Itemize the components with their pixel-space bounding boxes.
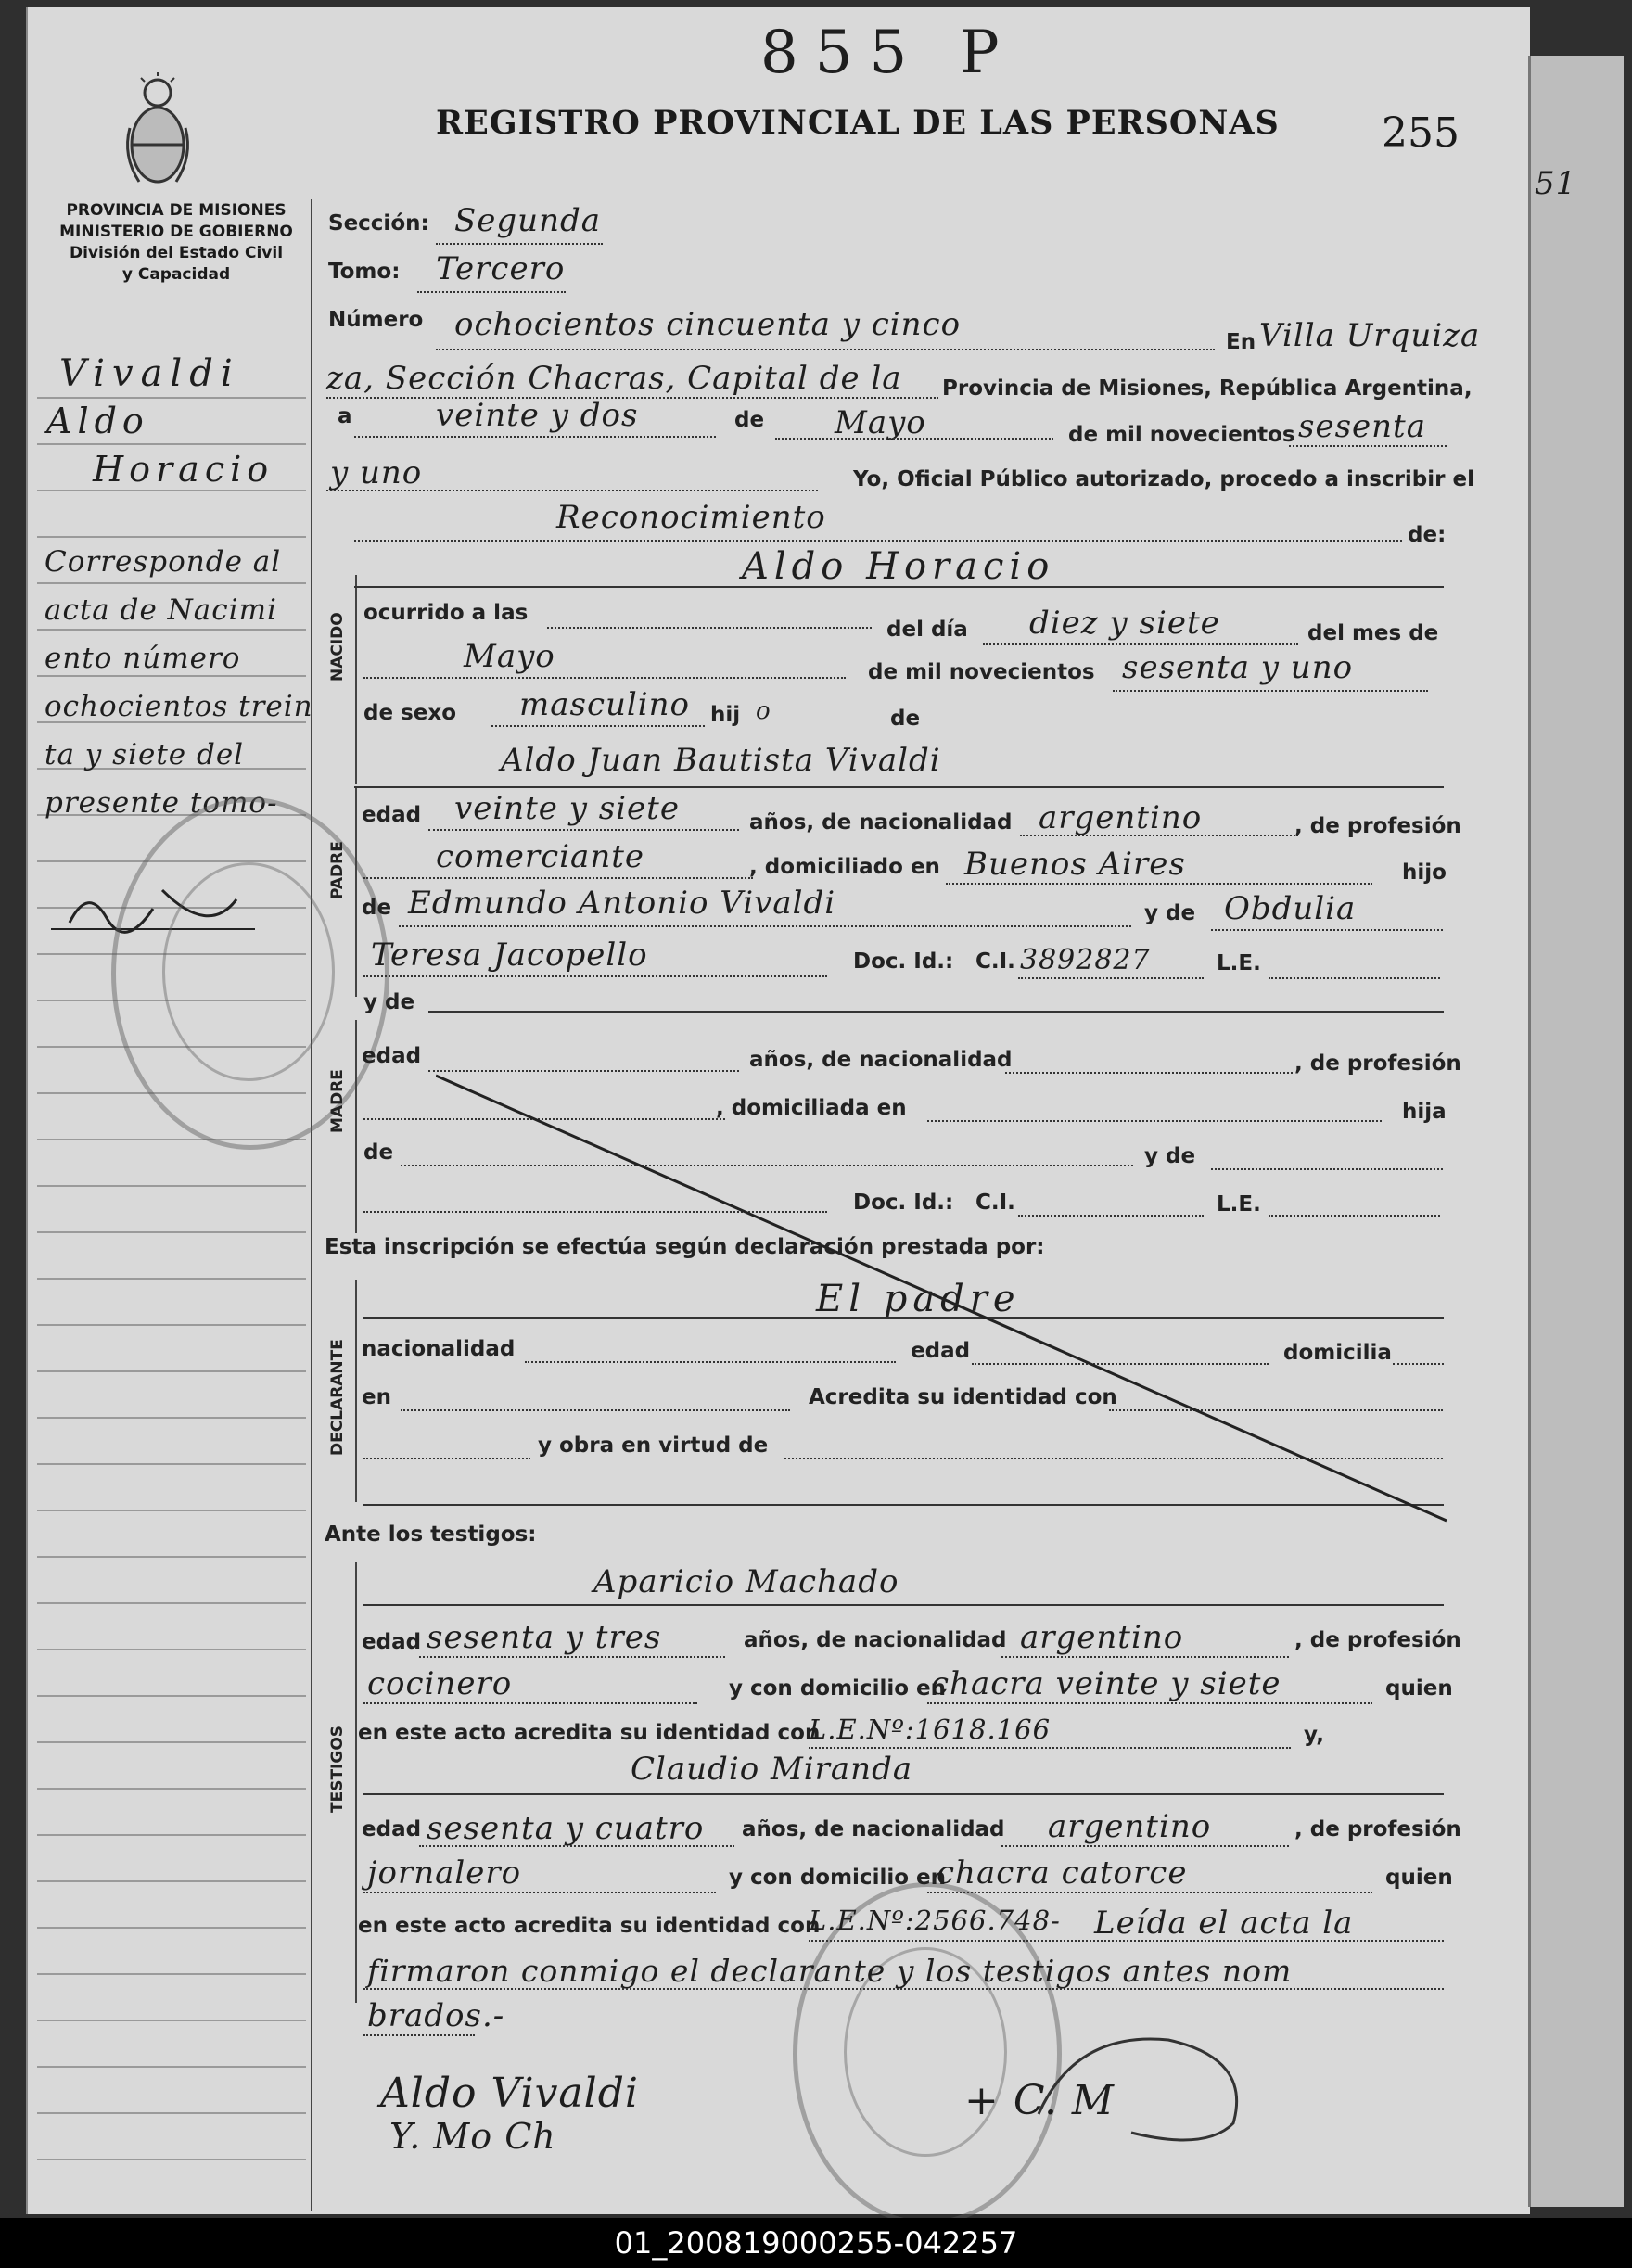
value-padre-nombre: Aldo Juan Bautista Vivaldi bbox=[501, 742, 941, 779]
label-decl-edad: edad bbox=[911, 1339, 971, 1363]
padre-bracket bbox=[355, 788, 357, 997]
label-domiciliada: , domiciliada en bbox=[716, 1096, 907, 1120]
cancellation-line bbox=[436, 1066, 1456, 1530]
label-sexo: de sexo bbox=[363, 701, 456, 725]
label-y-de: y de bbox=[1144, 901, 1196, 925]
label-hijo: hijo bbox=[1402, 860, 1447, 885]
top-handwritten-note: 855 P bbox=[760, 19, 1016, 87]
value-padre-ci: 3892827 bbox=[1020, 944, 1151, 976]
value-cierre-2: firmaron conmigo el declarante y los testigos antes nom bbox=[367, 1953, 1293, 1989]
margin-surname: Vivaldi bbox=[59, 352, 240, 395]
scan-identifier-footer: 01_200819000255-042257 bbox=[0, 2218, 1632, 2268]
label-de-abuelo: de bbox=[362, 896, 392, 920]
value-seccion: Segunda bbox=[454, 202, 602, 239]
value-nombre-nacido: Aldo Horacio bbox=[742, 545, 1055, 588]
label-t1-nacionalidad: años, de nacionalidad bbox=[744, 1628, 1007, 1652]
value-t1-domicilio: chacra veinte y siete bbox=[931, 1665, 1281, 1702]
issuer-block bbox=[37, 200, 315, 286]
value-abuela: Obdulia bbox=[1224, 890, 1357, 927]
label-t1-quien: quien bbox=[1385, 1676, 1453, 1701]
value-testigo1: Aparicio Machado bbox=[593, 1563, 899, 1600]
label-en: En bbox=[1226, 330, 1256, 354]
label-del-mes: del mes de bbox=[1307, 621, 1439, 645]
label-madre-doc-id: Doc. Id.: bbox=[853, 1191, 954, 1215]
label-oficial: Yo, Oficial Público autorizado, procedo a inscribir el bbox=[853, 467, 1474, 491]
value-sexo: masculino bbox=[519, 686, 691, 723]
label-mil-novecientos-2: de mil novecientos bbox=[868, 660, 1095, 684]
label-y-de-madre-2: y de bbox=[1144, 1144, 1196, 1168]
neighbor-page-number: 51 bbox=[1535, 165, 1577, 202]
value-nac-anio: sesenta y uno bbox=[1122, 649, 1354, 686]
official-seal-inner bbox=[162, 862, 335, 1081]
value-t2-domicilio: chacra catorce bbox=[937, 1854, 1188, 1892]
value-anio-cont: y uno bbox=[330, 454, 423, 491]
value-abuelo: Edmundo Antonio Vivaldi bbox=[408, 885, 836, 922]
label-provincia: Provincia de Misiones, República Argentina, bbox=[942, 376, 1473, 401]
value-cierre-3: brados.- bbox=[367, 1997, 505, 2034]
value-t2-profesion: jornalero bbox=[367, 1854, 522, 1892]
value-t2-nacionalidad: argentino bbox=[1048, 1808, 1212, 1845]
value-hij-suffix: o bbox=[756, 697, 771, 725]
value-abuela-cont: Teresa Jacopello bbox=[371, 937, 648, 974]
page-number: 255 bbox=[1382, 109, 1460, 157]
section-label-madre: MADRE bbox=[328, 1069, 347, 1133]
label-ci: C.I. bbox=[975, 949, 1015, 974]
declarante-bracket bbox=[355, 1280, 357, 1502]
page-title: REGISTRO PROVINCIAL DE LAS PERSONAS bbox=[436, 104, 1280, 142]
label-obra: y obra en virtud de bbox=[538, 1433, 769, 1458]
value-t1-nacionalidad: argentino bbox=[1020, 1619, 1184, 1656]
value-dia: veinte y dos bbox=[436, 397, 639, 434]
label-madre-nacionalidad: años, de nacionalidad bbox=[749, 1048, 1013, 1072]
label-declaracion: Esta inscripción se efectúa según declaración prestada por: bbox=[325, 1235, 1045, 1259]
value-mes: Mayo bbox=[835, 404, 926, 441]
label-padre-nacionalidad: años, de nacionalidad bbox=[749, 810, 1013, 835]
label-madre-le: L.E. bbox=[1217, 1192, 1261, 1217]
value-padre-edad: veinte y siete bbox=[454, 790, 680, 827]
value-nac-dia: diez y siete bbox=[1029, 605, 1220, 642]
value-numero: ochocientos cincuenta y cinco bbox=[454, 306, 962, 343]
next-page-edge bbox=[1528, 56, 1624, 2207]
signature-declarante: Aldo Vivaldi bbox=[380, 2070, 639, 2117]
label-madre-ci: C.I. bbox=[975, 1191, 1015, 1215]
margin-note-line: ta y siete del bbox=[45, 738, 245, 771]
value-padre-nacionalidad: argentino bbox=[1039, 799, 1203, 836]
issuer-capacity: y Capacidad bbox=[121, 265, 231, 284]
label-y-de-madre: y de bbox=[363, 990, 415, 1014]
label-de: de bbox=[734, 408, 765, 432]
issuer-division: División del Estado Civil bbox=[69, 244, 284, 262]
value-testigo2: Claudio Miranda bbox=[631, 1751, 913, 1788]
testigos-bracket bbox=[355, 1562, 357, 2003]
value-t2-id: L.E.Nº:2566.748- bbox=[809, 1905, 1061, 1936]
label-seccion: Sección: bbox=[328, 211, 429, 236]
value-declarante: El padre bbox=[816, 1278, 1021, 1320]
value-t1-edad: sesenta y tres bbox=[427, 1619, 662, 1656]
label-decl-en: en bbox=[362, 1385, 391, 1409]
label-t1-domicilio: y con domicilio en bbox=[729, 1676, 946, 1701]
margin-note-line: ento número bbox=[45, 642, 241, 675]
label-ocurrido: ocurrido a las bbox=[363, 601, 529, 625]
signature-testigo: Y. Mo Ch bbox=[389, 2116, 556, 2157]
label-t2-quien: quien bbox=[1385, 1866, 1453, 1890]
value-acto: Reconocimiento bbox=[556, 499, 826, 536]
section-label-nacido: NACIDO bbox=[328, 612, 347, 682]
label-le: L.E. bbox=[1217, 951, 1261, 975]
value-padre-profesion: comerciante bbox=[436, 838, 644, 875]
margin-note-line: acta de Nacimi bbox=[45, 593, 277, 627]
label-decl-domicilia: domicilia bbox=[1283, 1341, 1392, 1365]
issuer-ministry: MINISTERIO DE GOBIERNO bbox=[59, 223, 293, 241]
section-label-testigos: TESTIGOS bbox=[328, 1725, 347, 1813]
label-madre-edad: edad bbox=[362, 1044, 422, 1068]
label-domiciliado: , domiciliado en bbox=[749, 855, 940, 879]
label-acredita: Acredita su identidad con bbox=[809, 1385, 1117, 1409]
margin-middle-name: Horacio bbox=[93, 449, 274, 490]
value-t1-id: L.E.Nº:1618.166 bbox=[809, 1714, 1052, 1745]
label-a: a bbox=[338, 404, 352, 428]
value-t2-edad: sesenta y cuatro bbox=[427, 1810, 705, 1847]
label-de-2: de bbox=[890, 707, 921, 731]
margin-note-line: Corresponde al bbox=[45, 545, 282, 579]
label-de-colon: de: bbox=[1408, 523, 1447, 547]
label-mil-novecientos: de mil novecientos bbox=[1068, 423, 1295, 447]
value-t1-profesion: cocinero bbox=[367, 1665, 513, 1702]
label-t2-nacionalidad: años, de nacionalidad bbox=[742, 1817, 1005, 1841]
nacido-bracket bbox=[355, 575, 357, 784]
label-t2-domicilio: y con domicilio en bbox=[729, 1866, 946, 1890]
label-numero: Número bbox=[328, 308, 424, 332]
label-y-comma: y, bbox=[1304, 1723, 1324, 1747]
label-hij: hij bbox=[710, 703, 741, 727]
value-localidad: Villa Urquiza bbox=[1259, 317, 1481, 354]
margin-note-line: ochocientos trein bbox=[45, 690, 313, 723]
margin-given-name: Aldo bbox=[46, 401, 149, 441]
issuer-province: PROVINCIA DE MISIONES bbox=[66, 201, 287, 220]
value-tomo: Tercero bbox=[436, 250, 566, 287]
value-padre-domicilio: Buenos Aires bbox=[964, 846, 1186, 883]
label-testigos: Ante los testigos: bbox=[325, 1523, 537, 1547]
value-anio: sesenta bbox=[1298, 408, 1426, 445]
label-del-dia: del día bbox=[886, 618, 968, 642]
label-t2-edad: edad bbox=[362, 1817, 422, 1841]
signature-flourish bbox=[1020, 2021, 1261, 2151]
label-hija: hija bbox=[1402, 1100, 1447, 1124]
label-padre-edad: edad bbox=[362, 803, 422, 827]
label-de-madre: de bbox=[363, 1140, 394, 1165]
value-localidad-cont: za, Sección Chacras, Capital de la bbox=[326, 360, 902, 397]
label-t1-edad: edad bbox=[362, 1630, 422, 1654]
label-decl-nacionalidad: nacionalidad bbox=[362, 1337, 516, 1361]
margin-note-line: presente tomo- bbox=[45, 786, 278, 820]
label-t1-profesion: , de profesión bbox=[1294, 1628, 1461, 1652]
label-doc-id: Doc. Id.: bbox=[853, 949, 954, 974]
label-tomo: Tomo: bbox=[328, 260, 401, 284]
label-madre-profesion: , de profesión bbox=[1294, 1051, 1461, 1076]
value-nac-mes: Mayo bbox=[464, 638, 555, 675]
madre-bracket bbox=[355, 1020, 357, 1233]
label-t2-acredita: en este acto acredita su identidad con bbox=[358, 1914, 821, 1938]
signature-oficial: + C. M bbox=[964, 2077, 1115, 2124]
margin-divider bbox=[311, 199, 312, 2211]
label-t2-profesion: , de profesión bbox=[1294, 1817, 1461, 1841]
value-cierre-1: Leída el acta la bbox=[1094, 1905, 1354, 1942]
coat-of-arms-emblem bbox=[121, 72, 195, 193]
label-t1-acredita: en este acto acredita su identidad con bbox=[358, 1721, 821, 1745]
section-label-padre: PADRE bbox=[328, 841, 347, 899]
label-padre-profesion: , de profesión bbox=[1294, 814, 1461, 838]
section-label-declarante: DECLARANTE bbox=[328, 1339, 347, 1456]
